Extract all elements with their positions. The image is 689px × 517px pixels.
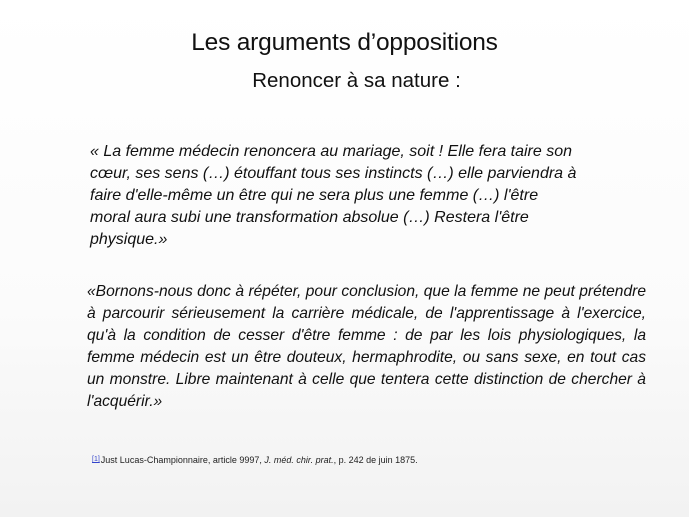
quote-1-line: « La femme médecin renoncera au mariage, soit ! Elle fera taire son [90, 143, 573, 160]
footnote [92, 454, 418, 466]
quote-1-line: moral aura subi une transformation absolue (…) Restera l'être [90, 209, 529, 226]
quote-block-2: «Bornons-nous donc à répéter, pour conclusion, que la femme ne peut prétendre à parcourir sérieusement la carrière médicale, de l'apprentissage à l'exercice, qu'à la condition de cesser d'être femme : de par les lois physiologiques, la femme médecin est un être douteux, hermaphrodite, ou sans sexe, en tout cas un monstre. Libre maintenant à celle que tentera cette distinction de chercher à l'acquérir.» [87, 283, 646, 410]
footnote-author: Just Lucas-Championnaire, article 9997, [100, 455, 265, 465]
slide-title: Les arguments d’oppositions [191, 29, 498, 56]
footnote-rest: , p. 242 de juin 1875. [333, 455, 418, 465]
slide-subtitle: Renoncer à sa nature : [252, 69, 461, 92]
quote-1-line: physique.» [90, 231, 168, 248]
footnote-ref-link[interactable]: [1] [92, 456, 100, 463]
quote-block-1 [90, 141, 620, 251]
footnote-journal: J. méd. chir. prat. [264, 455, 334, 465]
quote-1-line: faire d'elle-même un être qui ne sera plus une femme (…) l'être [90, 187, 539, 204]
quote-1-line: cœur, ses sens (…) étouffant tous ses instincts (…) elle parviendra à [90, 165, 577, 182]
